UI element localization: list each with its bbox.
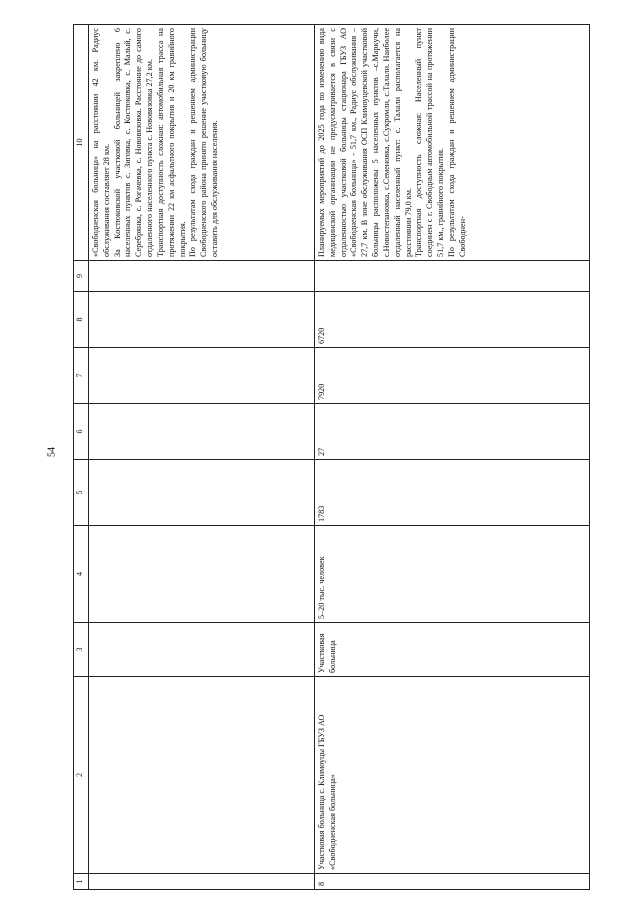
notes-paragraph: За Костюковской участковой больницей закреплено 6 населенных пунктов с. Зиговка, с. Костюковка, с. Малый, с. Серебрянка, с. Рогачевка, с. Нововязовка. Расстояние до самого отдаленного населенного пункта с. Нововязовка 27,2 км. (112, 28, 155, 257)
value-cell-8: 6720 (315, 292, 590, 348)
notes-paragraph: По результатам схода граждан и решением администрации Свободненского района принято решение участковую больницу оставить для обслуживания населения. (188, 28, 220, 257)
value-cell-9 (315, 261, 590, 292)
header-cell-2: 2 (74, 677, 89, 874)
institution-type-cell: Участковая больница (315, 623, 590, 677)
table-row (315, 25, 590, 890)
table-cell (89, 292, 315, 348)
header-cell-8: 8 (74, 292, 89, 348)
table-cell (89, 460, 315, 526)
value-cell-6: 27 (315, 404, 590, 460)
value-cell-5: 1783 (315, 460, 590, 526)
notes-paragraph: «Свободненская больница» на расстоянии 42 км. Радиус обслуживания составляет 28 км. (91, 28, 111, 257)
institution-name-cell: Участковая больница с. Климоуцы ГБУЗ АО «Свободненская больница» (315, 677, 590, 874)
header-cell-4: 4 (74, 526, 89, 623)
table-cell (89, 404, 315, 460)
header-cell-3: 3 (74, 623, 89, 677)
table-cell (89, 261, 315, 292)
table-row (89, 25, 315, 890)
notes-paragraph: Транспортная доступность сложная: автомобильная трасса на протяжении 22 км асфальтного покрытия и 20 км гравийного покрытия. (155, 28, 187, 257)
header-cell-7: 7 (74, 348, 89, 404)
header-row (74, 25, 89, 890)
table-cell (89, 348, 315, 404)
rotated-table-container (73, 25, 593, 890)
header-cell-6: 6 (74, 404, 89, 460)
notes-paragraph: Транспортная доступность сложная: Населенный пункт соединен с г. Свободным автомобильной трассой на протяжении 51,7 км., гравийного покрытия. (414, 28, 446, 257)
notes-cell (89, 25, 315, 261)
notes-paragraph: По результатам схода граждан и решением администрации Свободнен- (446, 28, 467, 257)
notes-paragraph: Планируемых мероприятий до 2025 года по изменению вида медицинской организации не предусматривается в связи с отдаленностью участковой больницы стационара ГБУЗ АО «Свободненская больница» - 51,7 км., Радиус обслуживания – 27,7 км. В зоне обслуживания ОСП Климоуцевской участковой больницы расположены 5 населенных пунктов –с.Маркучи, с.Новостепановка, с.Семеновка, с.Сукромли, с.Талали. Наиболее отдаленный населенный пункт: с. Талали располагается на расстоянии 79,0 км. (317, 28, 413, 257)
table-cell (89, 677, 315, 874)
row-number-cell: 8 (315, 874, 590, 890)
population-cell: 5–20 тыс. человек (315, 526, 590, 623)
data-table (73, 24, 590, 890)
header-cell-10: 10 (74, 25, 89, 261)
notes-cell (315, 25, 590, 261)
table-cell (89, 623, 315, 677)
page-number: 54 (46, 447, 58, 457)
value-cell-7: 7920 (315, 348, 590, 404)
header-cell-5: 5 (74, 460, 89, 526)
table-cell (89, 874, 315, 890)
table-cell (89, 526, 315, 623)
header-cell-1: 1 (74, 874, 89, 890)
header-cell-9: 9 (74, 261, 89, 292)
